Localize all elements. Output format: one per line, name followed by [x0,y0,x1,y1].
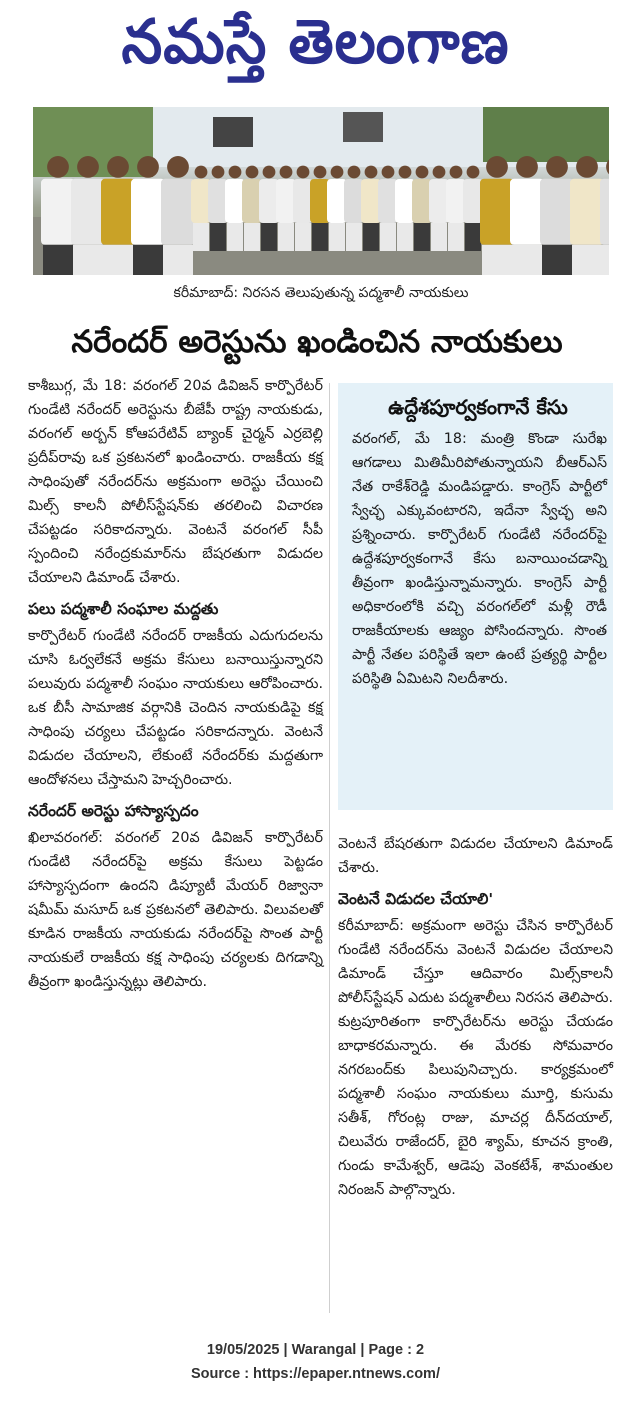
group-of-people-illustration [33,107,609,275]
right-column [338,832,613,1202]
left-column [28,374,323,994]
footer-date-line: 19/05/2025 | Warangal | Page : 2 [206,1342,425,1358]
box-body [352,427,607,691]
newspaper-logo-title: నమస్తే తెలంగాణ [121,5,510,78]
article-paragraph: కరీమాబాద్: అక్రమంగా అరెస్టు చేసిన కార్పొరేటర్ గుండేటి నరేందర్‌ను వెంటనే విడుదల చేయాలని డిమాండ్ చేస్తూ ఆదివారం మిల్స్‌కాలనీ పోలీస్‌స్టేషన్ ఎదుట పద్మశాలీలు నిరసన తెలిపారు. కుట్రపూరితంగా కార్పొరేటర్‌ను అరెస్టు చేయడం బాధాకరమన్నారు. ఈ మేరకు సోమవారం నగరబంద్‌కు పిలుపునిచ్చారు. కార్యక్రమంలో పద్మశాలీ సంఘం నాయకులు మూర్తి, కుసుమ సతీశ్, గోరంట్ల రాజు, మాచర్ల దీన్‌దయాల్, చిలువేరు రాజేందర్, బైరి శ్యామ్, కూచన క్రాంతి, గుండు కామేశ్వర్, ఆడెపు వెంకటేశ్, శామంతుల నిరంజన్ పాల్గొన్నారు. [338,918,613,1198]
article-paragraph: వరంగల్, మే 18: మంత్రి కొండా సురేఖ ఆగడాలు మితిమీరిపోతున్నాయని బీఆర్‌ఎస్ నేత రాకేశ్‌రెడ్డి మండిపడ్డారు. కాంగ్రెస్ పార్టీలో స్వేచ్ఛ ఎక్కువంటారని, ఇదేనా స్వేచ్ఛ అని ప్రశ్నించారు. కార్పొరేటర్ గుండేటి నరేందర్‌పై ఉద్దేశపూర్వకంగానే కేసు బనాయించడాన్ని తీవ్రంగా ఖండిస్తున్నామన్నారు. కాంగ్రెస్ పార్టీ అధికారంలోకి వచ్చి వరంగల్‌లో మళ్లీ రౌడీ రాజకీయాలకు ఆజ్యం పోసిందన్నారు. సొంత పార్టీ నేతల పరిస్థితే ఇలా ఉంటే ప్రత్యర్థి పార్టీల పరిస్థితి ఏమిటని నిలదీశారు. [352,431,607,687]
article-paragraph: కార్పొరేటర్ గుండేటి నరేందర్ రాజకీయ ఎదుగుదలను చూసి ఓర్వలేకనే అక్రమ కేసులు బనాయిస్తున్నారని పలువురు పద్మశాలీ సంఘం నాయకులు ఆరోపించారు. ఒక బీసీ సామాజిక వర్గానికి చెందిన నాయకుడిపై కక్ష సాధింపు చర్యలు చేపట్టడం సరికాదన్నారు. వెంటనే విడుదల చేయాలని, లేకుంటే నరేందర్‌కు మద్దతుగా ఆందోళనలు చేస్తామని హెచ్చరించారు. [28,628,323,788]
footer-source-line: Source : https://epaper.ntnews.com/ [191,1366,440,1382]
photo-caption: కరీమాబాద్: నిరసన తెలుపుతున్న పద్మశాలీ నాయకులు [173,285,469,301]
subheading: నరేందర్ అరెస్టు హాస్యాస్పదం [28,802,199,820]
article-paragraph: వెంటనే బేషరతుగా విడుదల చేయాలని డిమాండ్ చేశారు. [338,836,613,876]
footer [0,1338,631,1386]
box-title: ఉద్దేశపూర్వకంగానే కేసు [388,395,568,419]
column-divider [329,383,330,1313]
news-photo [33,107,609,275]
article-paragraph: కాశీబుగ్గ, మే 18: వరంగల్ 20వ డివిజన్ కార్పొరేటర్ గుండేటి నరేందర్ అరెస్టును బీజేపీ రాష్ట్ర నాయకుడు, వరంగల్ అర్బన్ కోఆపరేటివ్ బ్యాంక్ చైర్మన్ ఎర్రబెల్లి ప్రదీప్‌రావు ఒక ప్రకటనలో ఖండించారు. రాజకీయ కక్ష సాధింపుతో నరేందర్‌ను అక్రమంగా అరెస్టు చేయించి మిల్స్ కాలనీ పోలీస్‌స్టేషన్‌కు తరలించి విచారణ చేపట్టడం సరికాదన్నారు. వెంటనే వరంగల్ సీపీ స్పందించి నరేంద్రకుమార్‌ను బేషరతుగా విడుదల చేయాలని డిమాండ్ చేశారు. [28,378,323,586]
subheading: పలు పద్మశాలీ సంఘాల మద్దతు [28,600,219,618]
subheading: వెంటనే విడుదల చేయాలి' [338,890,494,908]
headline: నరేందర్ అరెస్టును ఖండించిన నాయకులు [71,324,563,360]
article-paragraph: ఖిలావరంగల్: వరంగల్ 20వ డివిజన్ కార్పొరేటర్ గుండేటి నరేందర్‌పై అక్రమ కేసులు పెట్టడం హాస్యాస్పదంగా ఉందని డిప్యూటీ మేయర్ రిజ్వానా షమీమ్ మసూద్ ఒక ప్రకటనలో తెలిపారు. విలువలతో కూడిన రాజకీయ నాయకుడు నరేందర్‌పై సొంత పార్టీ నాయకులే రాజకీయ కక్ష సాధింపు చర్యలకు దిగడాన్ని తీవ్రంగా ఖండిస్తున్నట్లు తెలిపారు. [28,830,323,990]
masthead [0,0,631,90]
